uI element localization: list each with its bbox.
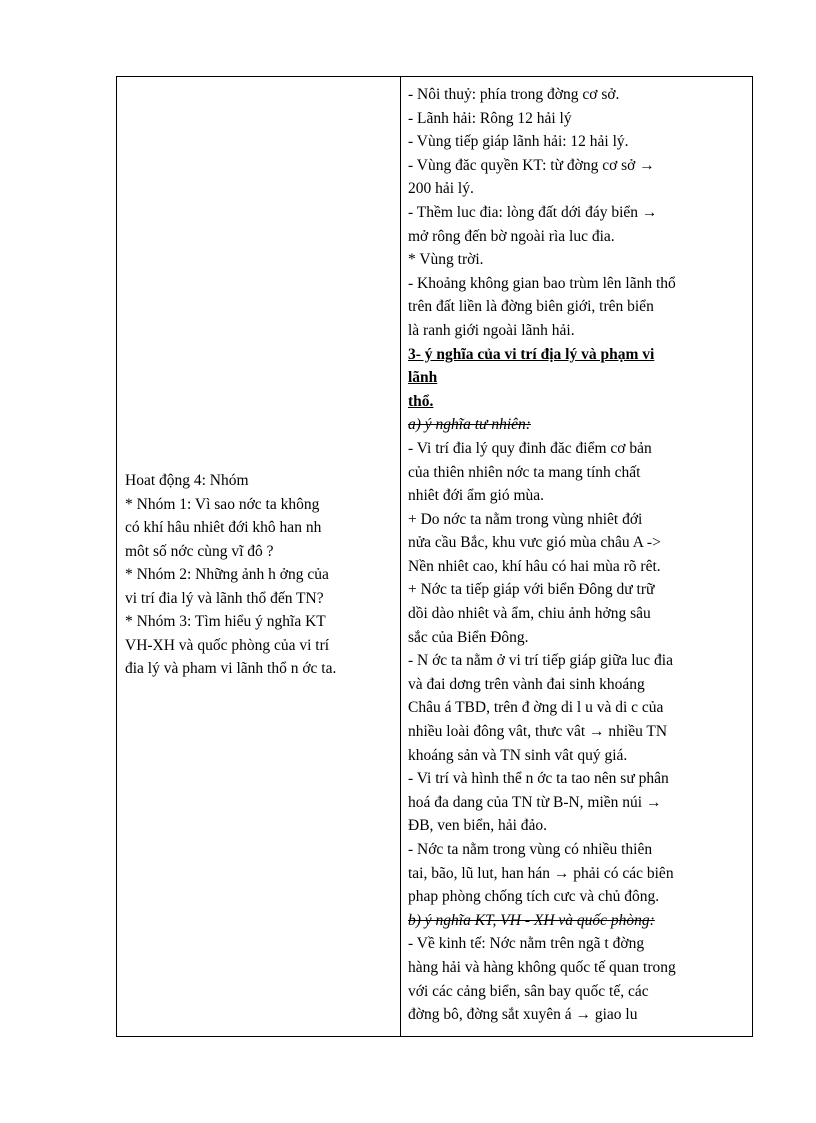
text-line: đờng bô, đờng sắt xuyên á → giao lu [408,1006,638,1024]
group-3-question: * Nhóm 3: Tìm hiểu ý nghĩa KT [125,613,326,630]
section-heading: lãnh [408,369,438,387]
right-column [401,77,752,1036]
subsection-heading: b) ý nghĩa KT, VH - XH và quốc phòng: [408,911,655,929]
text-line: và đai dơng trên vành đai sinh khoáng [408,675,645,693]
text-line: ĐB, ven biển, hải đảo. [408,817,548,835]
text-line: - Thềm luc đia: lòng đất dới đáy biển → [408,203,658,221]
subsection-heading: a) ý nghĩa tư nhiên: [408,416,531,434]
text-line: tai, bão, lũ lut, han hán → phải có các biên [408,864,674,882]
text-line: khoáng sản và TN sinh vât quý giá. [408,746,628,764]
text-line: của thiên nhiên nớc ta mang tính chất [408,463,641,481]
section-heading: 3- ý nghĩa của vi trí địa lý và phạm vi [408,345,655,363]
text-line: đia lý và pham vi lãnh thổ n ớc ta. [125,660,337,677]
text-line: - Vùng tiếp giáp lãnh hải: 12 hải lý. [408,133,629,151]
text-line: với các cảng biển, sân bay quốc tế, các [408,982,649,1000]
section-heading: thổ. [408,392,434,410]
group-1-question: * Nhóm 1: Vì sao nớc ta không [125,495,320,513]
text-line: - Về kinh tế: Nớc nằm trên ngã t đờng [408,935,645,953]
text-line: dồi dào nhiêt và ẩm, chiu ảnh hởng sâu [408,605,651,623]
text-line: - Vi trí đia lý quy đinh đăc điểm cơ bản [408,439,652,457]
text-line: VH-XH và quốc phòng của vi trí [125,636,330,654]
text-line: nhiều loài đông vât, thưc vât → nhiều TN [408,723,668,741]
text-line: hoá đa dang của TN từ B-N, miền núi → [408,793,662,811]
text-line: - Khoảng không gian bao trùm lên lãnh thổ [408,274,676,292]
text-line: phap phòng chống tích cưc và chủ đông. [408,888,660,906]
activity-description [125,469,393,681]
text-line: - Vùng đăc quyền KT: từ đờng cơ sở → [408,156,655,174]
text-line: nửa cầu Bắc, khu vưc gió mùa châu A -> [408,534,661,552]
text-line: có khí hâu nhiêt đới khô han nh [125,519,322,536]
text-line: - Lãnh hải: Rông 12 hải lý [408,109,572,127]
activity-title: Hoat động 4: Nhóm [125,472,249,489]
text-line: hàng hải và hàng không quốc tế quan trong [408,958,676,976]
text-line: - Vi trí và hình thể n ớc ta tao nên sư phân [408,770,669,788]
text-line: + Nớc ta tiếp giáp với biển Đông dư trữ [408,581,655,599]
lesson-content [408,83,748,1027]
text-line: nhiêt đới ẩm gió mùa. [408,487,545,505]
text-line: Châu á TBD, trên đ ờng di l u và di c của [408,699,664,717]
text-line: mở rông đến bờ ngoài rìa luc đia. [408,227,615,245]
text-line: Nền nhiêt cao, khí hâu có hai mùa rõ rêt. [408,557,661,575]
content-table [116,76,753,1037]
text-line: + Do nớc ta nằm trong vùng nhiêt đới [408,510,643,528]
left-column [117,77,401,1036]
text-line: sắc của Biển Đông. [408,628,529,646]
text-line: - Nớc ta nằm trong vùng có nhiều thiên [408,841,653,858]
text-line: - N ớc ta nằm ở vi trí tiếp giáp giữa luc đia [408,652,673,670]
text-line: vi trí đia lý và lãnh thổ đến TN? [125,589,324,607]
text-line: - Nôi thuỷ: phía trong đờng cơ sở. [408,86,620,103]
text-line: 200 hải lý. [408,180,474,198]
text-line: là ranh giới ngoài lãnh hải. [408,321,575,339]
group-2-question: * Nhóm 2: Những ảnh h ởng của [125,566,329,583]
text-line: trên đất liền là đờng biên giới, trên biển [408,298,654,316]
text-line: môt số nớc cùng vĩ đô ? [125,542,274,560]
text-line: * Vùng trời. [408,251,484,269]
